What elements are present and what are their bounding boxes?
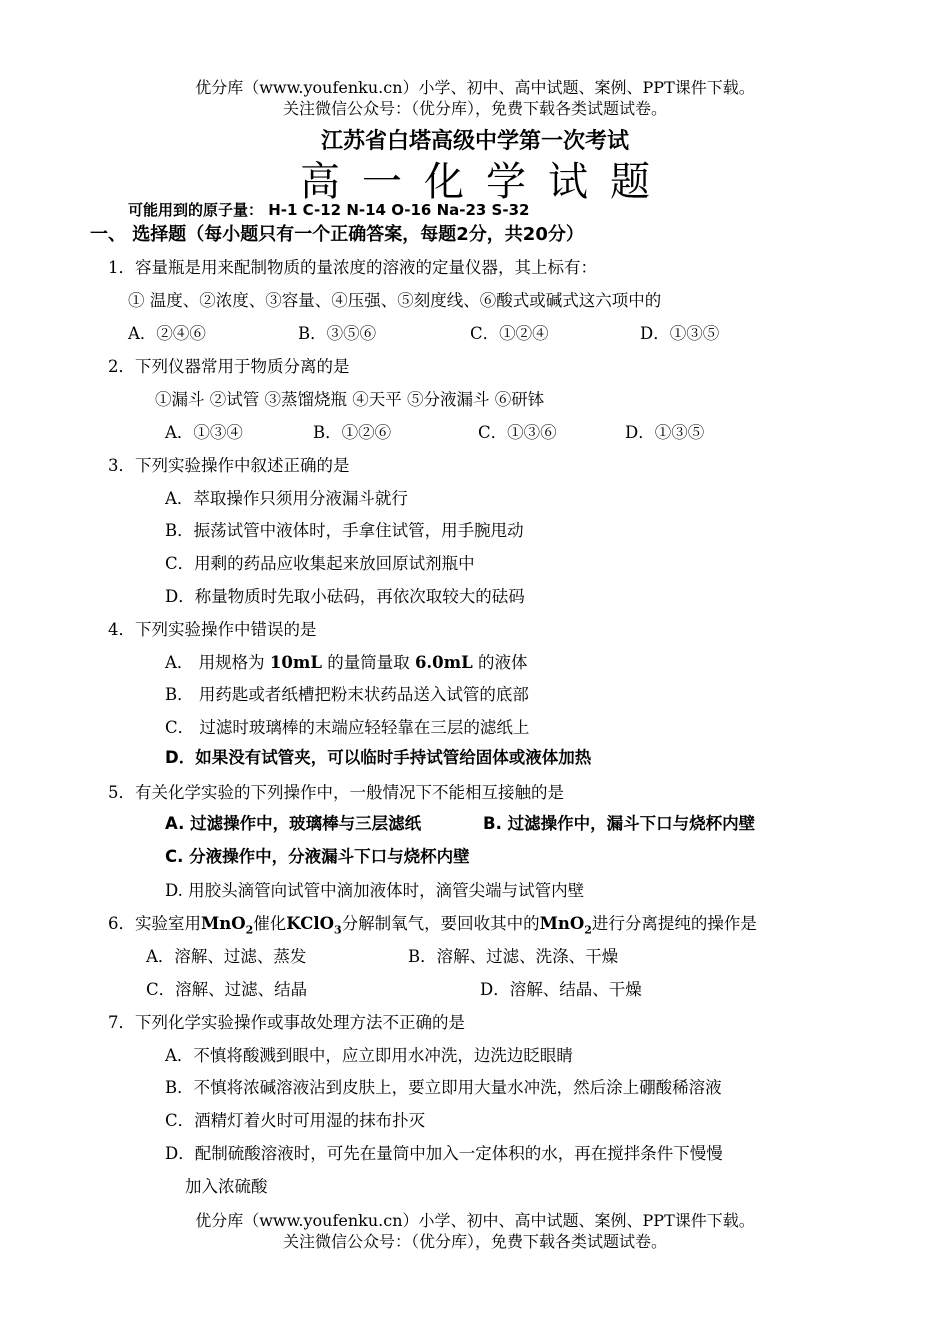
q3-option-a: A．萃取操作只须用分液漏斗就行 bbox=[165, 489, 408, 508]
atomic-masses: 可能用到的原子量： H-1 C-12 N-14 O-16 Na-23 S-32 bbox=[128, 201, 530, 219]
q4-a-pre: A． 用规格为 bbox=[165, 653, 265, 672]
q1-option-c: C．①②④ bbox=[470, 324, 549, 343]
q7-option-a: A．不慎将酸溅到眼中，应立即用水冲洗，边洗边眨眼睛 bbox=[165, 1046, 573, 1065]
q2-option-b: B．①②⑥ bbox=[313, 423, 392, 442]
q5-option-b: B. 过滤操作中，漏斗下口与烧杯内壁 bbox=[483, 814, 756, 833]
q7-option-b: B．不慎将浓碱溶液沾到皮肤上，要立即用大量水冲洗，然后涂上硼酸稀溶液 bbox=[165, 1078, 722, 1097]
q3-option-c: C．用剩的药品应收集起来放回原试剂瓶中 bbox=[165, 554, 475, 573]
q1-option-d: D．①③⑤ bbox=[640, 324, 720, 343]
q5-option-d: D. 用胶头滴管向试管中滴加液体时，滴管尖端与试管内壁 bbox=[165, 881, 585, 900]
q2-line2: ①漏斗 ②试管 ③蒸馏烧瓶 ④天平 ⑤分液漏斗 ⑥研钵 bbox=[155, 390, 545, 409]
q6-option-c: C．溶解、过滤、结晶 bbox=[146, 980, 308, 999]
q3-option-d: D．称量物质时先取小砝码，再依次取较大的砝码 bbox=[165, 587, 525, 606]
section-heading: 一、 选择题（每小题只有一个正确答案，每题2分，共20分） bbox=[90, 224, 584, 245]
q5-option-a: A. 过滤操作中，玻璃棒与三层滤纸 bbox=[165, 814, 422, 833]
q4-option-c: C． 过滤时玻璃棒的末端应轻轻靠在三层的滤纸上 bbox=[165, 718, 530, 737]
q6-pre: 6．实验室用 bbox=[108, 914, 201, 933]
q3-option-b: B．振荡试管中液体时，手拿住试管，用手腕甩动 bbox=[165, 521, 524, 540]
q5-option-c: C. 分液操作中，分液漏斗下口与烧杯内壁 bbox=[165, 847, 470, 866]
subject-title: 高一化学试题 bbox=[300, 159, 672, 205]
q4-option-a bbox=[165, 649, 527, 673]
q1-option-b: B．③⑤⑥ bbox=[298, 324, 377, 343]
q4-option-d: D．如果没有试管夹，可以临时手持试管给固体或液体加热 bbox=[165, 748, 592, 767]
q1-stem: 1．容量瓶是用来配制物质的量浓度的溶液的定量仪器，其上标有： bbox=[108, 258, 597, 277]
q6-option-b: B．溶解、过滤、洗涤、干燥 bbox=[408, 947, 619, 966]
q4-a-mid: 的量筒量取 bbox=[327, 653, 410, 672]
q7-option-d-cont: 加入浓硫酸 bbox=[185, 1177, 268, 1196]
q4-a-volume-2: 6.0mL bbox=[414, 653, 473, 672]
q6-mid: 分解制氧气，要回收其中的 bbox=[341, 914, 540, 933]
q1-option-a: A．②④⑥ bbox=[128, 324, 206, 343]
q6-catalyze: 催化 bbox=[253, 914, 287, 933]
q6-mno2-b: MnO bbox=[539, 914, 585, 933]
q1-line2: ① 温度、②浓度、③容量、④压强、⑤刻度线、⑥酸式或碱式这六项中的 bbox=[128, 291, 662, 310]
q6-post: 进行分离提纯的操作是 bbox=[591, 914, 757, 933]
q4-option-b: B． 用药匙或者纸槽把粉末状药品送入试管的底部 bbox=[165, 685, 529, 704]
q2-option-c: C．①③⑥ bbox=[478, 423, 557, 442]
q6-kclo: KClO bbox=[286, 914, 334, 933]
q6-mno2-sub: 2 bbox=[245, 923, 254, 937]
q4-a-volume-1: 10mL bbox=[269, 653, 322, 672]
q2-option-a: A．①③④ bbox=[165, 423, 243, 442]
q6-kclo-sub: 3 bbox=[333, 923, 342, 937]
q6-mno2-b-sub: 2 bbox=[584, 923, 592, 937]
q6-option-a: A．溶解、过滤、蒸发 bbox=[146, 947, 307, 966]
footer-line-1: 优分库（www.youfenku.cn）小学、初中、高中试题、案例、PPT课件下载。 bbox=[195, 1211, 755, 1230]
school-title: 江苏省白塔高级中学第一次考试 bbox=[320, 129, 629, 154]
q2-stem: 2．下列仪器常用于物质分离的是 bbox=[108, 357, 350, 376]
q6-stem bbox=[108, 910, 757, 936]
q6-option-d: D．溶解、结晶、干燥 bbox=[480, 980, 642, 999]
q4-a-post: 的液体 bbox=[477, 653, 528, 672]
q2-option-d: D．①③⑤ bbox=[625, 423, 705, 442]
q7-option-c: C．酒精灯着火时可用湿的抹布扑灭 bbox=[165, 1111, 426, 1130]
q5-stem: 5．有关化学实验的下列操作中，一般情况下不能相互接触的是 bbox=[108, 783, 564, 802]
header-line-1: 优分库（www.youfenku.cn）小学、初中、高中试题、案例、PPT课件下载。 bbox=[195, 78, 755, 97]
header-line-2: 关注微信公众号：（优分库），免费下载各类试题试卷。 bbox=[282, 99, 667, 118]
q3-stem: 3．下列实验操作中叙述正确的是 bbox=[108, 456, 350, 475]
q7-option-d: D．配制硫酸溶液时，可先在量筒中加入一定体积的水，再在搅拌条件下慢慢 bbox=[165, 1144, 723, 1163]
footer-line-2: 关注微信公众号：（优分库），免费下载各类试题试卷。 bbox=[282, 1232, 667, 1251]
q4-stem: 4．下列实验操作中错误的是 bbox=[108, 620, 317, 639]
q6-mno2: MnO bbox=[201, 914, 246, 933]
q7-stem: 7．下列化学实验操作或事故处理方法不正确的是 bbox=[108, 1013, 465, 1032]
